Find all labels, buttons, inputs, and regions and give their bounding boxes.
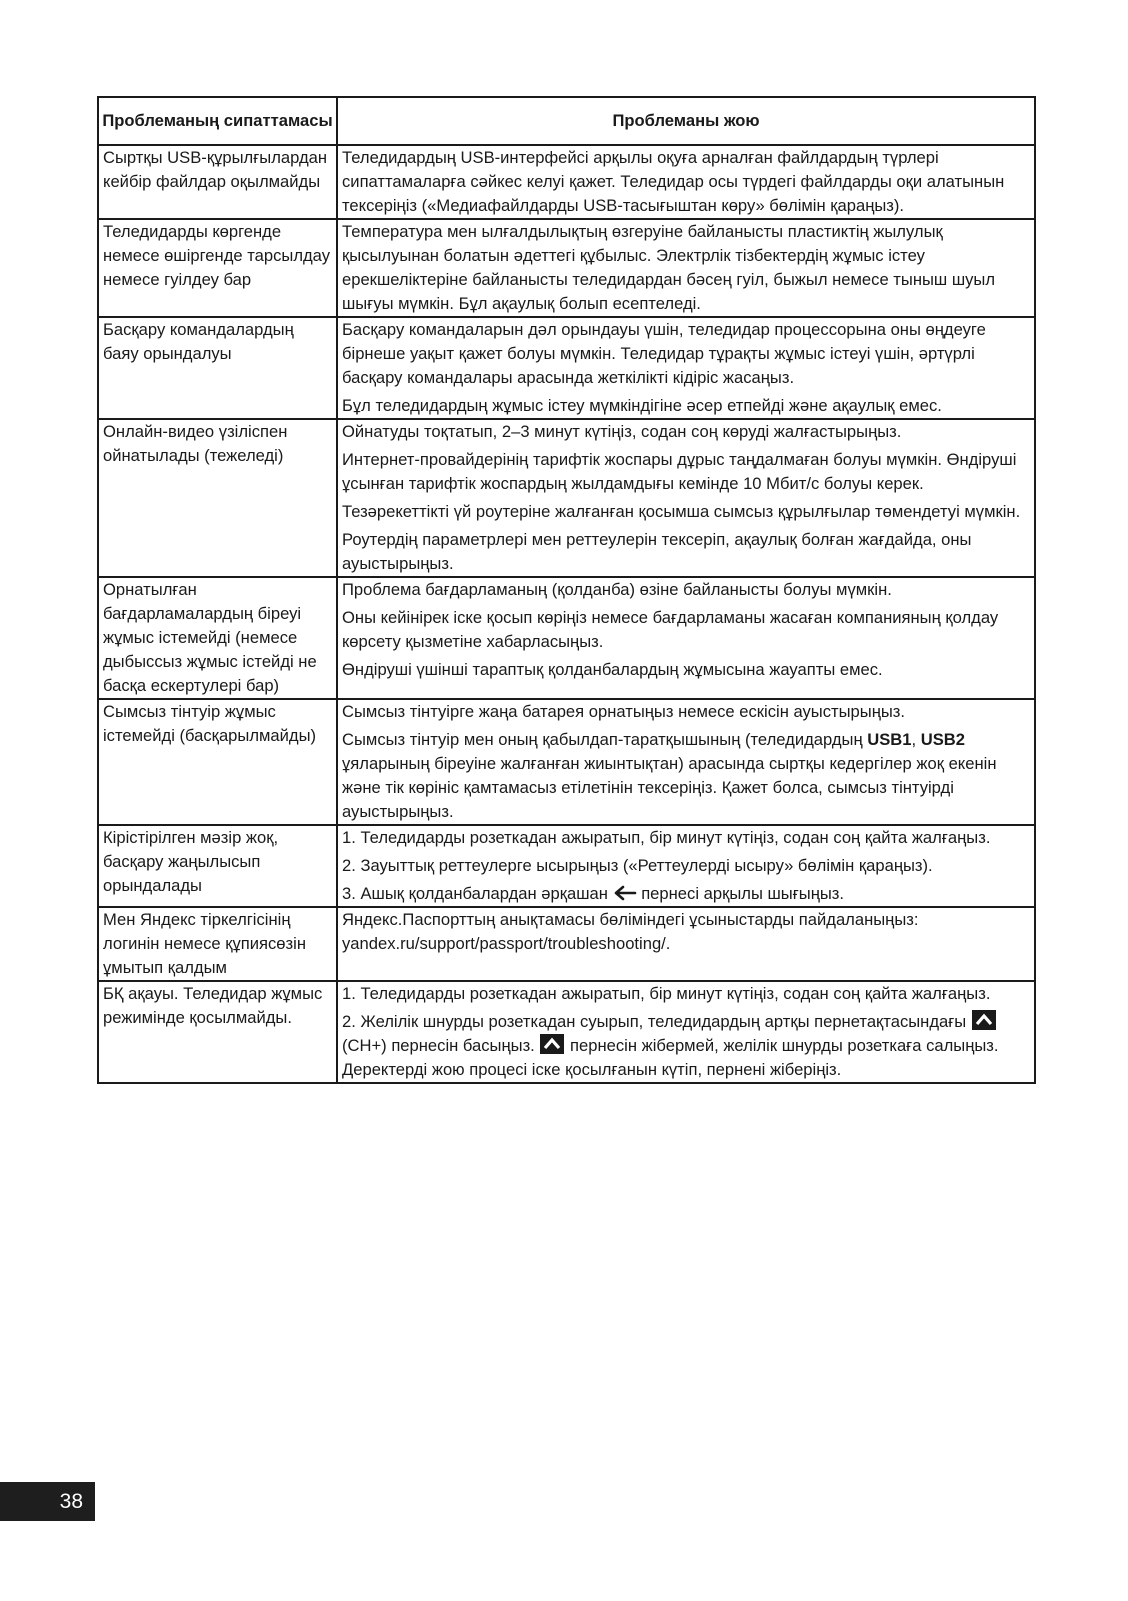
header-solution: Проблеманы жою <box>337 97 1035 145</box>
solution-text: Оны кейінірек іске қосып көріңіз немесе бағдарламаны жасаған компанияның қолдау көрсету қызметіне хабарласыңыз. <box>342 608 999 651</box>
solution-cell <box>337 145 1035 219</box>
solution-cell <box>337 907 1035 981</box>
solution-step: 1. Теледидарды розеткадан ажыратып, бір минут күтіңіз, содан соң қайта жалғаңыз. <box>342 984 991 1003</box>
comma: , <box>911 730 917 749</box>
solution-text: Сымсыз тінтуірге жаңа батарея орнатыңыз немесе ескісін ауыстырыңыз. <box>342 702 906 721</box>
table-row <box>98 219 1035 317</box>
table-row <box>98 699 1035 825</box>
solution-cell <box>337 825 1035 907</box>
solution-text: Тезәрекеттікті үй роутеріне жалғанған қосымша сымсыз құрылғылар төмендетуі мүмкін. <box>342 502 1021 521</box>
solution-step: 2. Зауыттық реттеулерге ысырыңыз («Реттеулерді ысыру» бөлімін қараңыз). <box>342 856 933 875</box>
solution-text: Яндекс.Паспорттың анықтамасы бөліміндегі ұсыныстарды пайдаланыңыз: yandex.ru/support/passport/troubleshooting/. <box>342 910 919 953</box>
solution-text-part: 3. Ашық қолданбалардан әрқашан <box>342 884 613 903</box>
solution-text: Интернет-провайдерінің тарифтік жоспары дұрыс таңдалмаған болуы мүмкін. Өндіруші ұсынған тарифтік жоспардың жылдамдығы кемінде 10 Мбит/с болуы керек. <box>342 450 1017 493</box>
solution-step <box>342 882 1032 906</box>
problem-cell: Кірістірілген мәзір жоқ, басқару жаңылысып орындалады <box>98 825 337 907</box>
solution-text: Басқару командаларын дәл орындауы үшін, теледидар процессорына оны өңдеуге бірнеше уақыт қажет болуы мүмкін. Теледидар тұрақты жұмыс істеуі үшін, әртүрлі басқару командалары арасында жеткілікті кідіріс жасаңыз. <box>342 320 986 387</box>
solution-cell <box>337 577 1035 699</box>
solution-step <box>342 1010 1032 1082</box>
solution-text: Ойнатуды тоқтатып, 2–3 минут күтіңіз, содан соң көруді жалғастырыңыз. <box>342 422 902 441</box>
solution-text-part: ұяларының біреуіне жалғанған жиынтықтан) арасында сыртқы кедергілер жоқ екенін және тік көрініс қамтамасыз етілетінін тексеріңіз. Қажет болса, сымсыз тінтуірді ауыстырыңыз. <box>342 754 997 821</box>
problem-cell: Онлайн-видео үзіліспен ойнатылады (тежеледі) <box>98 419 337 577</box>
problem-cell: Сымсыз тінтуір жұмыс істемейді (басқарылмайды) <box>98 699 337 825</box>
problem-cell: Мен Яндекс тіркелгісінің логинін немесе құпиясөзін ұмытып қалдым <box>98 907 337 981</box>
problem-cell: Сыртқы USB-құрылғылардан кейбір файлдар оқылмайды <box>98 145 337 219</box>
solution-step: 1. Теледидарды розеткадан ажыратып, бір минут күтіңіз, содан соң қайта жалғаңыз. <box>342 828 991 847</box>
solution-text: Бұл теледидардың жұмыс істеу мүмкіндігіне әсер етпейді және ақаулық емес. <box>342 396 942 415</box>
header-problem-description: Проблеманың сипаттамасы <box>98 97 337 145</box>
table-header-row <box>98 97 1035 145</box>
solution-cell <box>337 699 1035 825</box>
solution-cell <box>337 419 1035 577</box>
usb1-port-label: USB1 <box>867 730 912 749</box>
problem-cell: Орнатылған бағдарламалардың біреуі жұмыс істемейді (немесе дыбыссыз жұмыс істейді не басқа ескертулері бар) <box>98 577 337 699</box>
back-arrow-icon <box>613 885 637 901</box>
solution-cell <box>337 219 1035 317</box>
solution-text <box>342 728 1032 824</box>
chevron-up-icon <box>972 1010 996 1030</box>
problem-cell: Басқару командалардың баяу орындалуы <box>98 317 337 419</box>
solution-text: Өндіруші үшінші тараптық қолданбалардың жұмысына жауапты емес. <box>342 660 883 679</box>
page-number: 38 <box>0 1482 95 1521</box>
problem-cell: Теледидарды көргенде немесе өшіргенде тарсылдау немесе гуілдеу бар <box>98 219 337 317</box>
solution-text-part: Сымсыз тінтуір мен оның қабылдап-таратқышының (теледидардың <box>342 730 868 749</box>
table-row <box>98 981 1035 1083</box>
usb2-port-label: USB2 <box>920 730 966 749</box>
solution-text-part: (CH+) пернесін басыңыз. <box>342 1036 540 1055</box>
solution-text: Проблема бағдарламаның (қолданба) өзіне байланысты болуы мүмкін. <box>342 580 892 599</box>
table-row <box>98 825 1035 907</box>
table-row <box>98 145 1035 219</box>
problem-cell: БҚ ақауы. Теледидар жұмыс режимінде қосылмайды. <box>98 981 337 1083</box>
solution-text: Теледидардың USB-интерфейсі арқылы оқуға арналған файлдардың түрлері сипаттамаларға сәйкес келуі қажет. Теледидар осы түрдегі файлдарды оқи алатынын тексеріңіз («Медиафайлдарды USB-тасығыштан көру» бөлімін қараңыз). <box>342 148 1005 215</box>
solution-text: Температура мен ылғалдылықтың өзгеруіне байланысты пластиктің жылулық қысылуынан болатын әдеттегі құбылыс. Электрлік тізбектердің жұмыс істеу ерекшеліктеріне байланысты теледидардан бәсең гуіл, быжыл немесе тыныш шуыл шығуы мүмкін. Бұл ақаулық болып есептеледі. <box>342 222 996 313</box>
table-row <box>98 317 1035 419</box>
table-row <box>98 577 1035 699</box>
chevron-up-icon <box>540 1034 564 1054</box>
troubleshooting-table <box>97 96 1036 1084</box>
solution-cell <box>337 981 1035 1083</box>
solution-text: Роутердің параметрлері мен реттеулерін тексеріп, ақаулық болған жағдайда, оны ауыстырыңыз. <box>342 530 972 573</box>
solution-text-part: пернесін жібермей, желілік шнурды розеткаға салыңыз. Деректерді жою процесі іске қосылғанын күтіп, пернені жіберіңіз. <box>342 1036 999 1079</box>
table-row <box>98 419 1035 577</box>
solution-cell <box>337 317 1035 419</box>
solution-text-part: 2. Желілік шнурды розеткадан суырып, теледидардың артқы пернетақтасындағы <box>342 1012 971 1031</box>
table-row <box>98 907 1035 981</box>
solution-text-part: пернесі арқылы шығыңыз. <box>636 884 845 903</box>
